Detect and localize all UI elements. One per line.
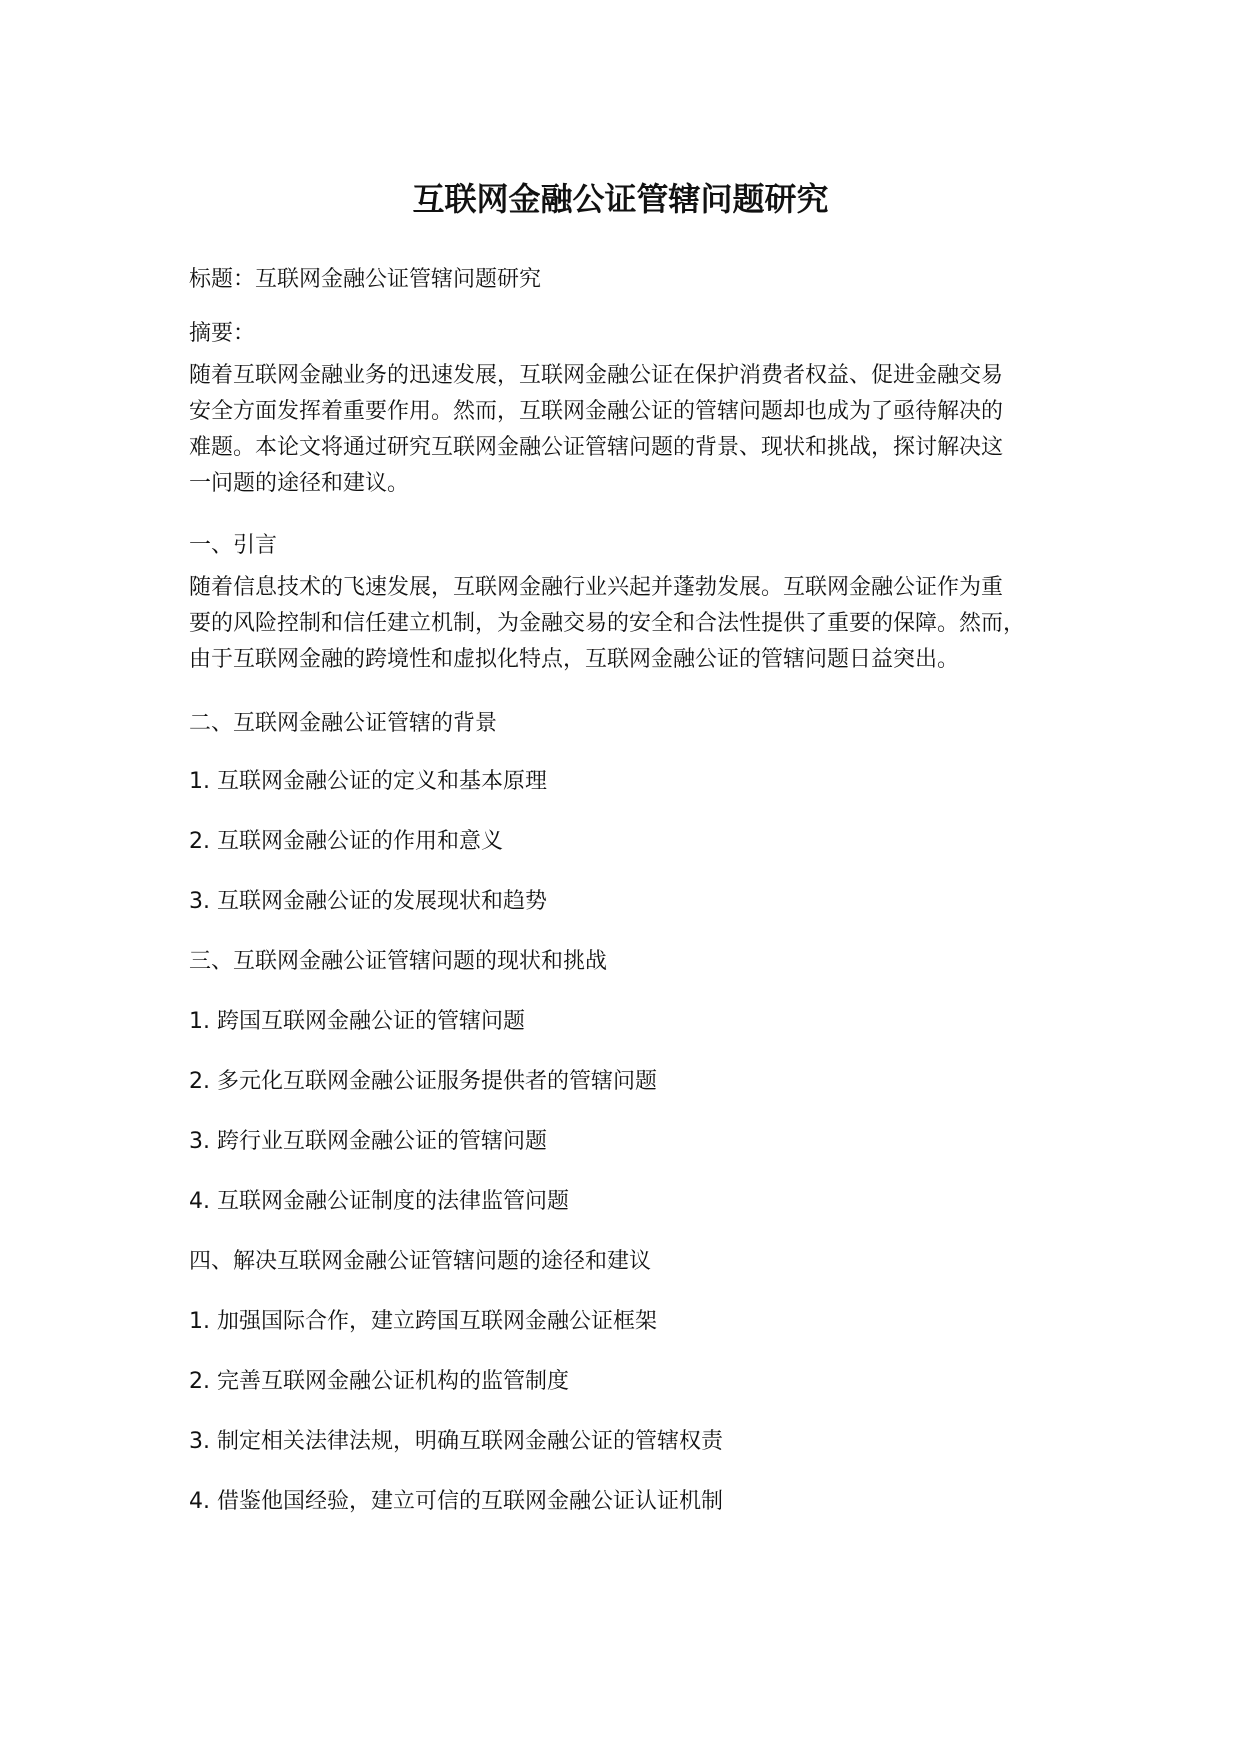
section-3-item-1: 1. 跨国互联网金融公证的管辖问题 [189,1009,525,1034]
abstract-line-2: 安全方面发挥着重要作用。然而，互联网金融公证的管辖问题却也成为了亟待解决的 [189,399,1004,424]
section-4-item-3: 3. 制定相关法律法规，明确互联网金融公证的管辖权责 [189,1429,723,1454]
section-3-heading: 三、互联网金融公证管辖问题的现状和挑战 [189,949,608,974]
intro-line-1: 随着信息技术的飞速发展，互联网金融行业兴起并蓬勃发展。互联网金融公证作为重 [189,575,1004,600]
section-3-item-2: 2. 多元化互联网金融公证服务提供者的管辖问题 [189,1069,657,1094]
section-2-item-2: 2. 互联网金融公证的作用和意义 [189,829,503,854]
section-1-heading: 一、引言 [189,533,278,558]
document-title: 互联网金融公证管辖问题研究 [412,180,829,218]
section-3-item-3: 3. 跨行业互联网金融公证的管辖问题 [189,1129,547,1154]
section-4-item-4: 4. 借鉴他国经验，建立可信的互联网金融公证认证机制 [189,1489,723,1514]
section-4-heading: 四、解决互联网金融公证管辖问题的途径和建议 [189,1249,652,1274]
section-3-item-4: 4. 互联网金融公证制度的法律监管问题 [189,1189,569,1214]
section-2-item-3: 3. 互联网金融公证的发展现状和趋势 [189,889,547,914]
section-2-item-1: 1. 互联网金融公证的定义和基本原理 [189,769,547,794]
intro-line-2: 要的风险控制和信任建立机制，为金融交易的安全和合法性提供了重要的保障。然而， [189,611,1026,636]
section-2-heading: 二、互联网金融公证管辖的背景 [189,711,498,736]
abstract-line-1: 随着互联网金融业务的迅速发展，互联网金融公证在保护消费者权益、促进金融交易 [189,363,1004,388]
abstract-line-4: 一问题的途径和建议。 [189,471,410,496]
abstract-line-3: 难题。本论文将通过研究互联网金融公证管辖问题的背景、现状和挑战，探讨解决这 [189,435,1004,460]
section-4-item-1: 1. 加强国际合作，建立跨国互联网金融公证框架 [189,1309,657,1334]
section-4-item-2: 2. 完善互联网金融公证机构的监管制度 [189,1369,569,1394]
label-abstract: 摘要： [189,321,256,346]
label-title-line: 标题：互联网金融公证管辖问题研究 [189,267,542,292]
intro-line-3: 由于互联网金融的跨境性和虚拟化特点，互联网金融公证的管辖问题日益突出。 [189,647,960,672]
